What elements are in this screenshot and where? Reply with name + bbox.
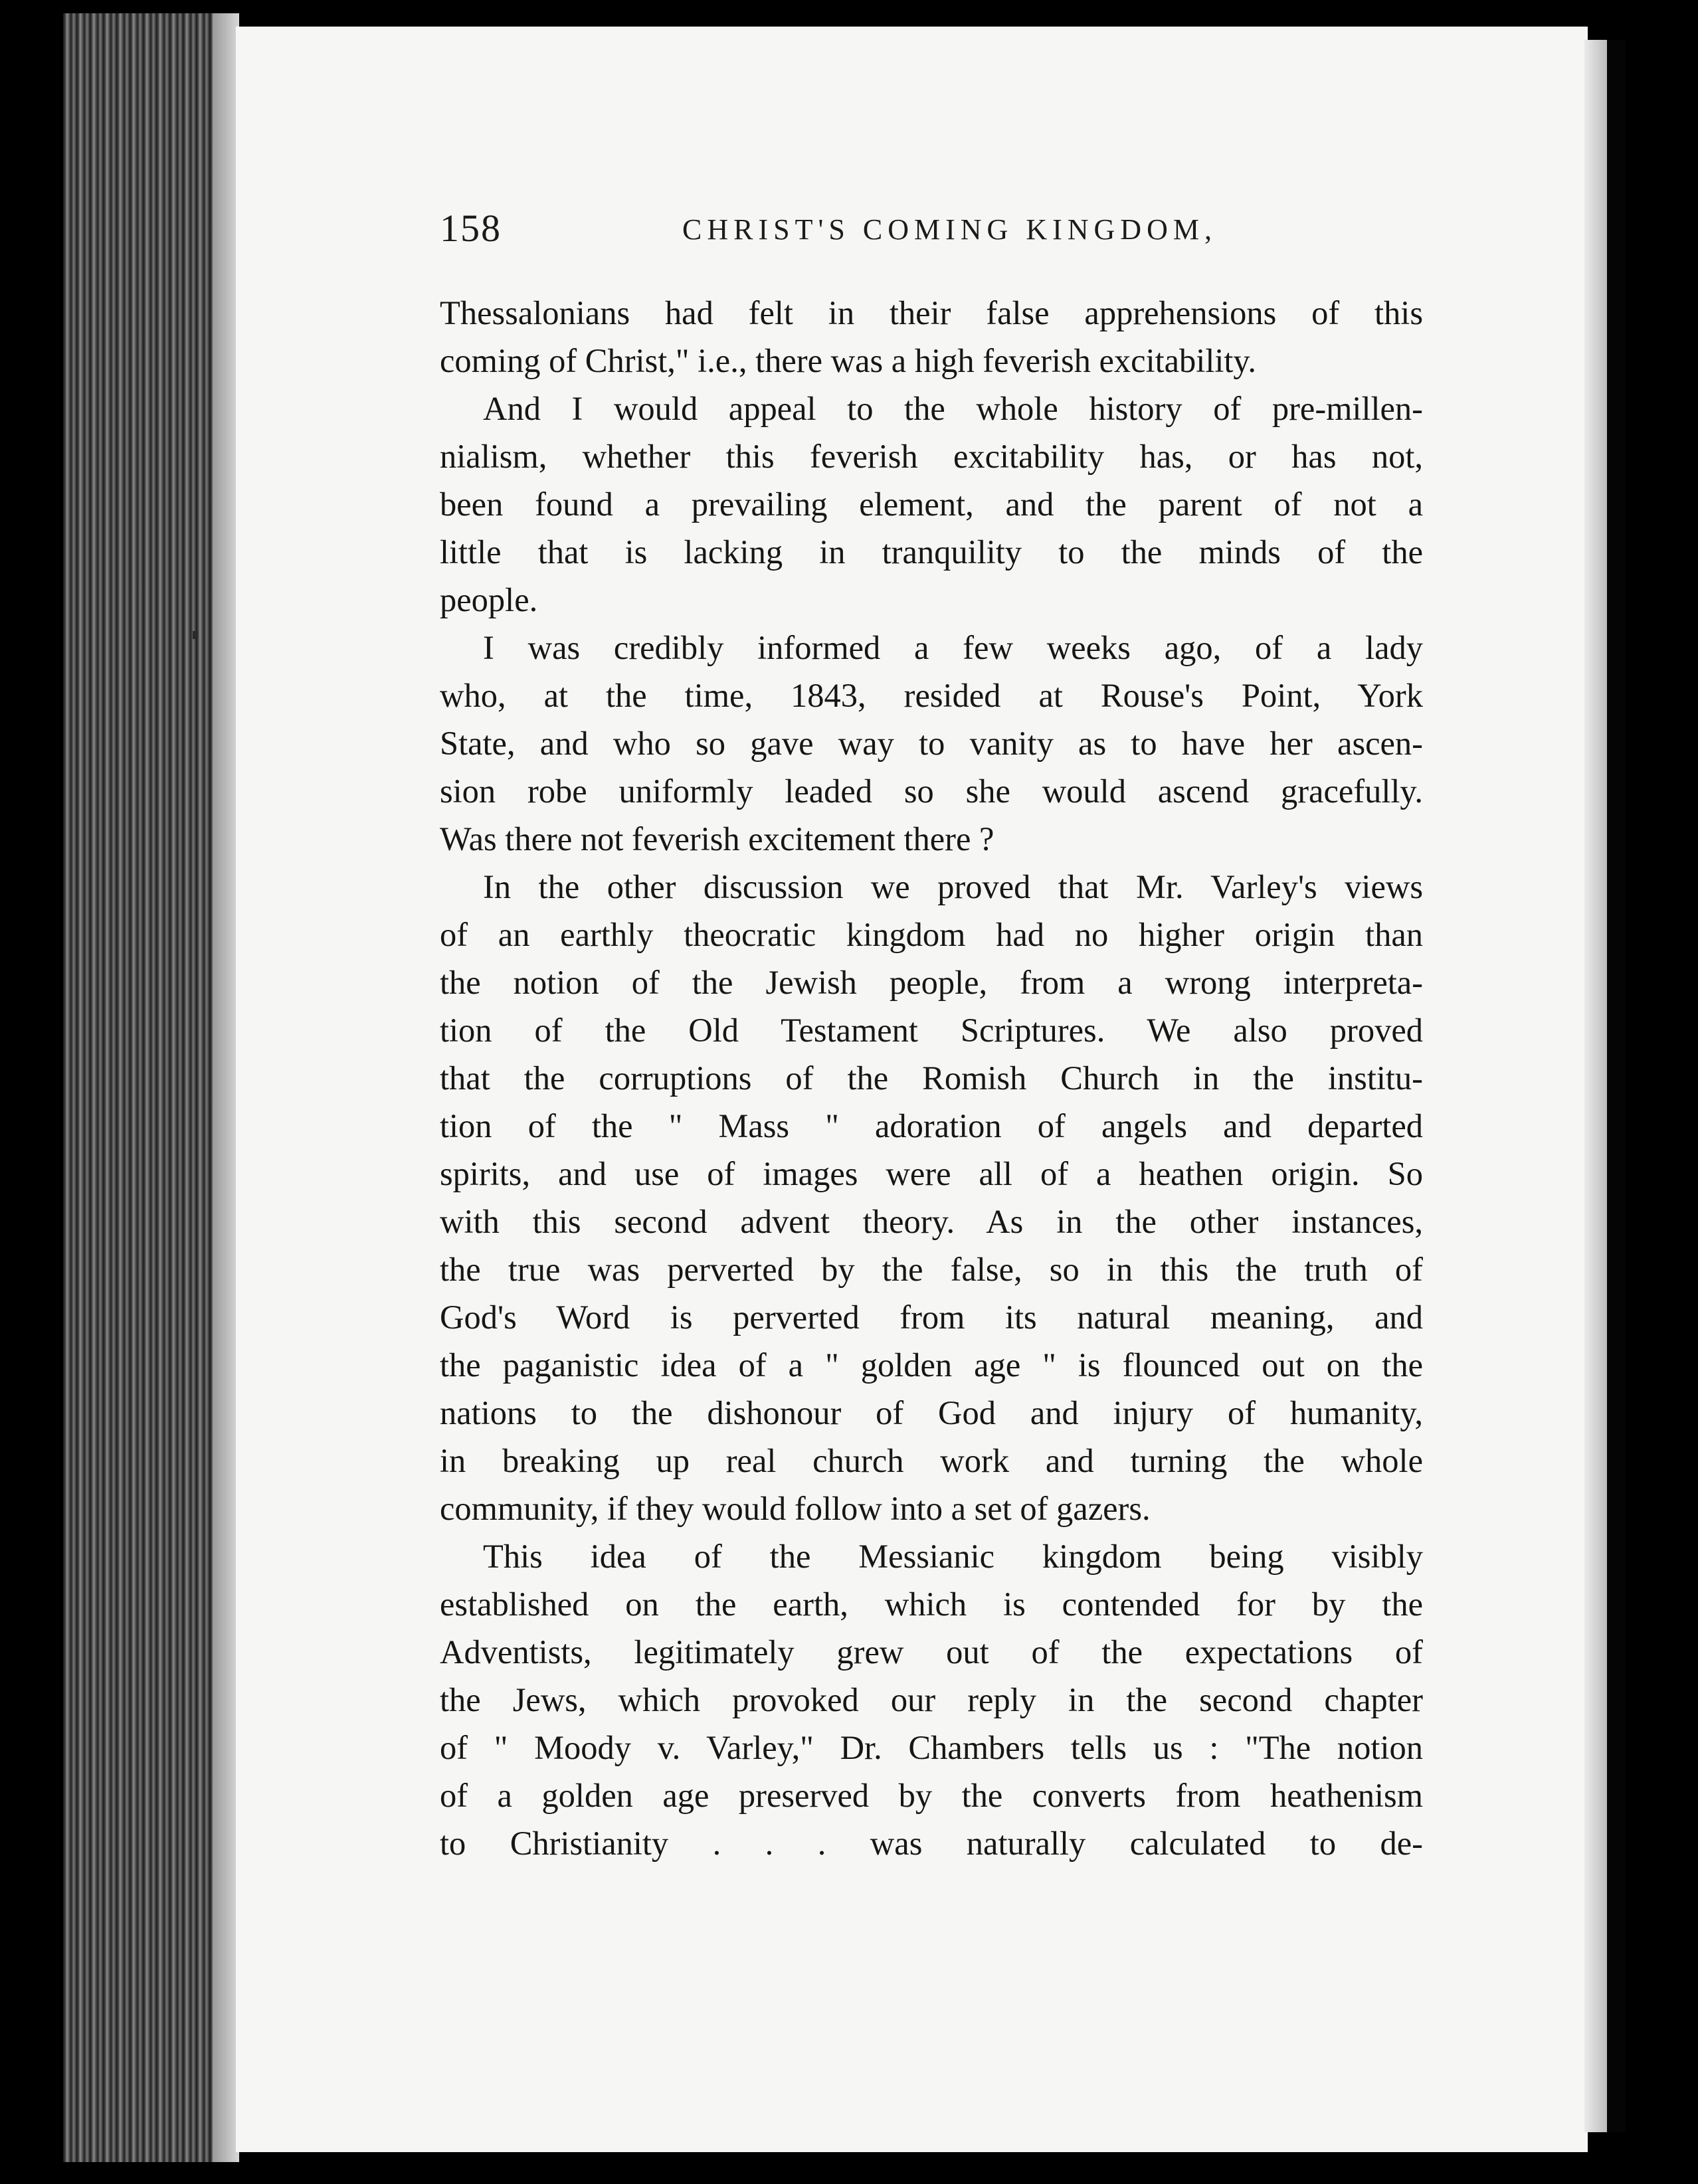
text-line: the true was perverted by the false, so in this the truth of [440, 1251, 1423, 1288]
text-line: established on the earth, which is contended for by the [440, 1586, 1423, 1623]
margin-speck [193, 631, 198, 639]
text-line: sion robe uniformly leaded so she would ascend gracefully. [440, 773, 1423, 810]
text-line: God's Word is perverted from its natural meaning, and [440, 1299, 1423, 1336]
text-line: community, if they would follow into a set of gazers. [440, 1490, 1151, 1527]
text-line: Adventists, legitimately grew out of the expectations of [440, 1633, 1423, 1671]
text-line: of an earthly theocratic kingdom had no higher origin than [440, 916, 1423, 953]
text-line: tion of the " Mass " adoration of angels and departed [440, 1107, 1423, 1144]
text-line: little that is lacking in tranquility to the minds of the [440, 533, 1423, 571]
text-line: of " Moody v. Varley," Dr. Chambers tells us : "The notion [440, 1729, 1423, 1766]
text-line: the paganistic idea of a " golden age " is flounced out on the [440, 1346, 1423, 1384]
text-line: been found a prevailing element, and the parent of not a [440, 486, 1423, 523]
body-text [440, 289, 1423, 1867]
text-line: with this second advent theory. As in the other instances, [440, 1203, 1423, 1240]
text-line: nialism, whether this feverish excitability has, or has not, [440, 438, 1423, 475]
text-line: coming of Christ," i.e., there was a high feverish excitability. [440, 342, 1257, 379]
page-header [440, 199, 1423, 259]
text-line: spirits, and use of images were all of a heathen origin. So [440, 1155, 1423, 1192]
text-line: who, at the time, 1843, resided at Rouse's Point, York [440, 677, 1423, 714]
text-line: the notion of the Jewish people, from a wrong interpreta- [440, 964, 1423, 1001]
text-line: the Jews, which provoked our reply in the second chapter [440, 1681, 1423, 1718]
text-line: people. [440, 581, 538, 618]
book-page-edges [63, 13, 239, 2162]
text-line: Was there not feverish excitement there ? [440, 820, 994, 858]
text-line: I was credibly informed a few weeks ago, of a lady [483, 629, 1423, 666]
text-line: that the corruptions of the Romish Church in the institu- [440, 1059, 1423, 1097]
text-line: Thessalonians had felt in their false apprehensions of this [440, 294, 1423, 331]
right-binding-shadow [1607, 40, 1626, 2132]
text-line: This idea of the Messianic kingdom being visibly [483, 1538, 1423, 1575]
running-head: CHRIST'S COMING KINGDOM, [682, 213, 1217, 246]
text-line: nations to the dishonour of God and injury of humanity, [440, 1394, 1423, 1431]
text-line: of a golden age preserved by the converts from heathenism [440, 1777, 1423, 1814]
text-line: to Christianity . . . was naturally calculated to de- [440, 1825, 1423, 1862]
text-line: And I would appeal to the whole history of pre-millen- [483, 390, 1423, 427]
text-line: tion of the Old Testament Scriptures. We also proved [440, 1012, 1423, 1049]
text-line: in breaking up real church work and turning the whole [440, 1442, 1423, 1479]
text-line: State, and who so gave way to vanity as to have her ascen- [440, 725, 1423, 762]
right-page-edge [1584, 40, 1607, 2132]
text-line: In the other discussion we proved that Mr. Varley's views [483, 868, 1423, 905]
page-number: 158 [440, 207, 502, 250]
